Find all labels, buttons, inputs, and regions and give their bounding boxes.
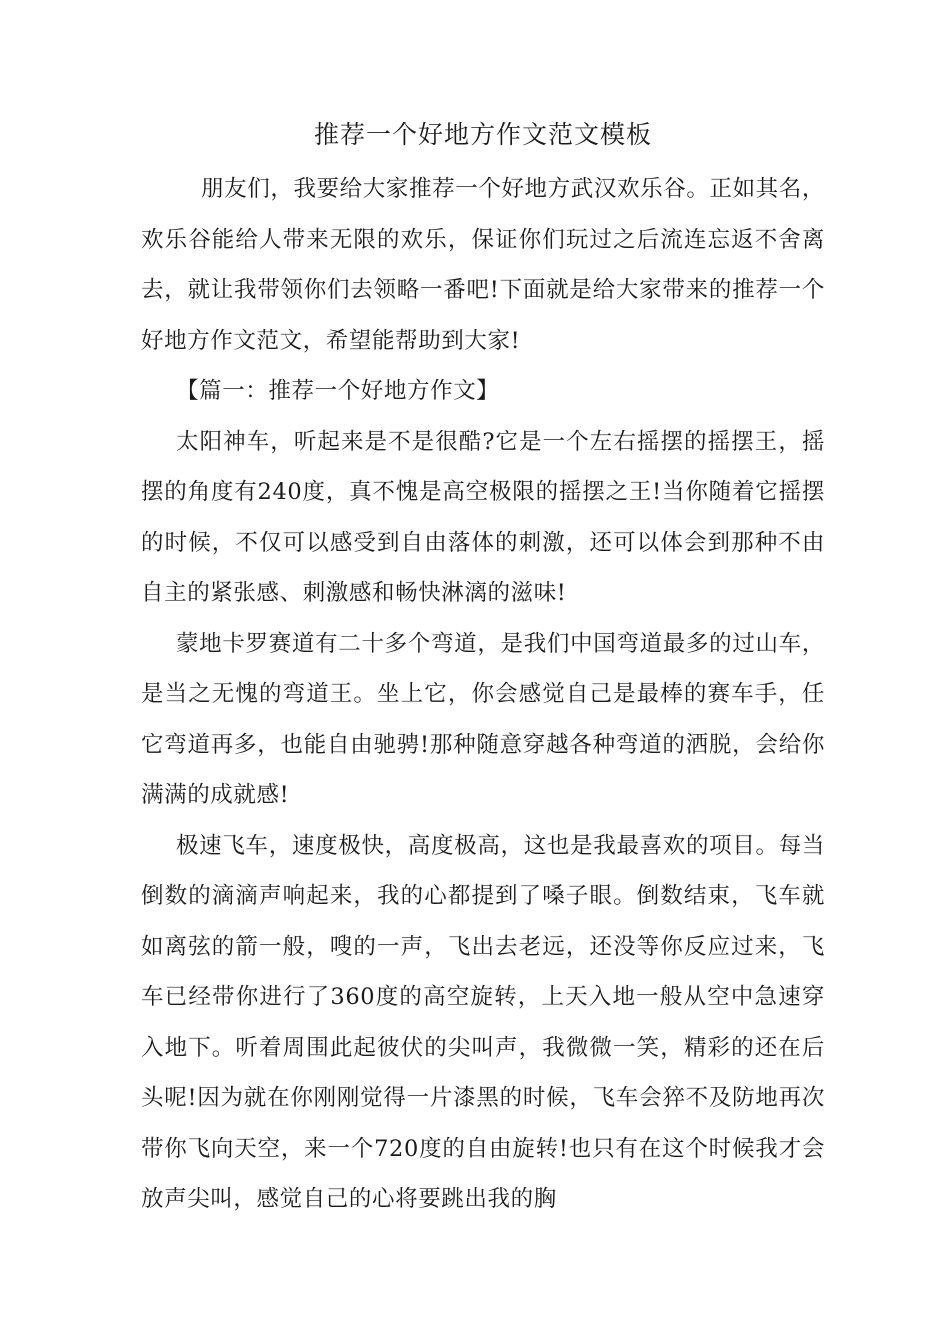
document-page bbox=[141, 118, 825, 1225]
document-title: 推荐一个好地方作文范文模板 bbox=[313, 120, 652, 149]
body-paragraph-3: 极速飞车，速度极快，高度极高，这也是我最喜欢的项目。每当倒数的滴滴声响起来，我的心都提到了嗓子眼。倒数结束，飞车就如离弦的箭一般，嗖的一声，飞出去老远，还没等你反应过来，飞车已经带你进行了360度的高空旋转，上天入地一般从空中急速穿入地下。听着周围此起彼伏的尖叫声，我微微一笑，精彩的还在后头呢!因为就在你刚刚觉得一片漆黑的时候，飞车会猝不及防地再次带你飞向天空，来一个720度的自由旋转!也只有在这个时候我才会放声尖叫，感觉自己的心将要跳出我的胸 bbox=[141, 832, 825, 1212]
section-heading: 【篇一：推荐一个好地方作文】 bbox=[176, 378, 500, 404]
body-paragraph-2: 蒙地卡罗赛道有二十多个弯道，是我们中国弯道最多的过山车，是当之无愧的弯道王。坐上它，你会感觉自己是最棒的赛车手，任它弯道再多，也能自由驰骋!那种随意穿越各种弯道的洒脱，会给你满满的成就感! bbox=[141, 630, 825, 808]
body-paragraph-1: 太阳神车，听起来是不是很酷?它是一个左右摇摆的摇摆王，摇摆的角度有240度，真不愧是高空极限的摇摆之王!当你随着它摇摆的时候，不仅可以感受到自由落体的刺激，还可以体会到那种不由自主的紧张感、刺激感和畅快淋漓的滋味! bbox=[141, 428, 825, 606]
intro-paragraph: 朋友们，我要给大家推荐一个好地方武汉欢乐谷。正如其名，欢乐谷能给人带来无限的欢乐，保证你们玩过之后流连忘返不舍离去，就让我带领你们去领略一番吧!下面就是给大家带来的推荐一个好地方作文范文，希望能帮助到大家! bbox=[141, 176, 825, 354]
